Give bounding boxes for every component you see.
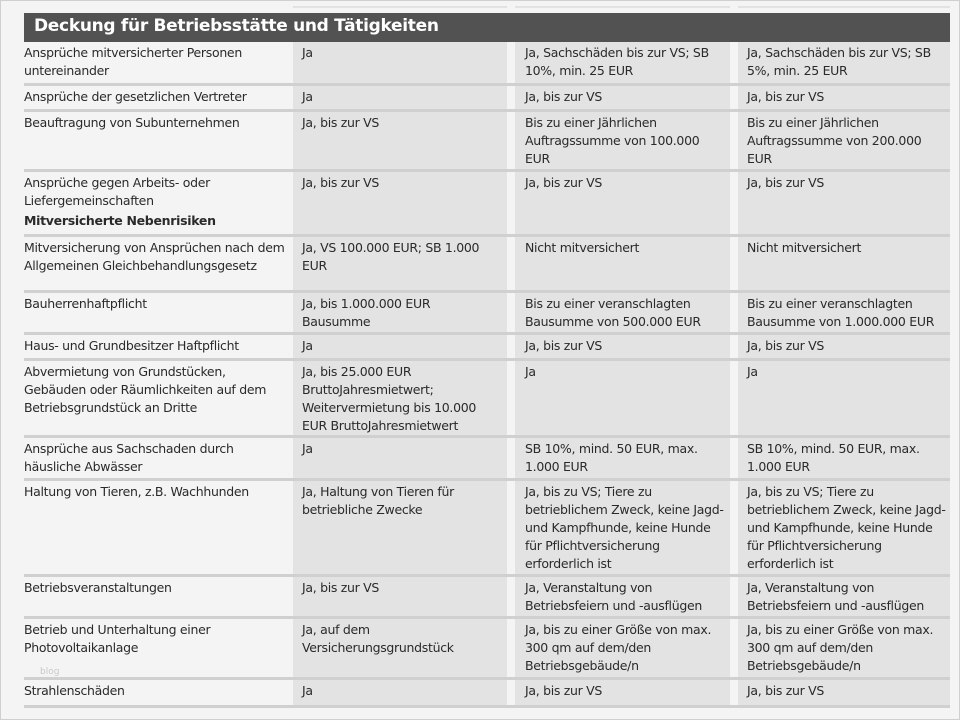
row-value: Ja, bis zur VS [525,175,603,190]
row-label: Betrieb und Unterhaltung einer Photovoltaikanlage [24,622,211,655]
row-label: Mitversicherung von Ansprüchen nach dem Allgemeinen Gleichbehandlungsgesetz [24,240,285,273]
table-row [24,293,950,335]
divider [293,6,507,8]
table-row [24,42,950,86]
row-value: Ja, bis zu VS; Tiere zu betrieblichem Zweck, keine Jagd- und Kampfhunde, keine Hunde für Pflichtversicherung erforderlich ist [747,484,946,571]
row-value: Ja, bis zur VS [525,683,603,698]
row-value: Ja, bis zur VS [302,580,380,595]
table-row [24,335,950,361]
table-row [24,481,950,577]
row-value: Bis zu einer veranschlagten Bausumme von 1.000.000 EUR [747,296,935,329]
section-title: Deckung für Betriebsstätte und Tätigkeiten [34,16,439,36]
row-value: Ja, bis zur VS [302,115,380,130]
row-value: Ja, Veranstaltung von Betriebsfeiern und -ausflügen [525,580,702,613]
row-value: Ja, bis zu einer Größe von max. 300 qm auf dem/den Betriebsgebäude/n [525,622,712,673]
table-row [24,619,950,680]
row-value: Ja, Veranstaltung von Betriebsfeiern und -ausflügen [747,580,924,613]
row-label: Ansprüche der gesetzlichen Vertreter [24,89,247,104]
row-label: Haltung von Tieren, z.B. Wachhunden [24,484,249,499]
row-value: Nicht mitversichert [747,240,862,255]
table-row [24,438,950,481]
row-value: Nicht mitversichert [525,240,640,255]
row-value: Ja [302,338,313,353]
table-row [24,577,950,619]
row-value: Ja, Sachschäden bis zur VS; SB 5%, min. 25 EUR [747,45,931,78]
table-row [24,361,950,438]
row-value: Ja, bis zur VS [747,683,825,698]
row-value: Ja, bis 25.000 EUR BruttoJahresmietwert; Weitervermietung bis 10.000 EUR BruttoJahresmietwert [302,364,477,433]
row-value: Bis zu einer Jährlichen Auftragssumme von 100.000 EUR [525,115,700,166]
row-value: Ja, bis zur VS [525,89,603,104]
row-value: Ja [302,441,313,456]
row-label: Haus- und Grundbesitzer Haftpflicht [24,338,239,353]
subheading: Mitversicherte Nebenrisiken [24,213,216,228]
row-value: Ja, bis zur VS [302,175,380,190]
section-header [24,13,950,42]
row-value: Ja [302,45,313,60]
divider [515,6,730,8]
row-value: Ja, bis zur VS [525,338,603,353]
row-label: Ansprüche mitversicherter Personen untereinander [24,45,242,78]
row-value: Ja, bis zur VS [747,89,825,104]
row-label: Strahlenschäden [24,683,125,698]
row-value: Ja, bis zur VS [747,338,825,353]
table-row [24,172,950,237]
row-value: SB 10%, mind. 50 EUR, max. 1.000 EUR [747,441,920,474]
row-label: Ansprüche gegen Arbeits- oder Liefergemeinschaften [24,175,210,208]
row-label: Abvermietung von Grundstücken, Gebäuden oder Räumlichkeiten auf dem Betriebsgrundstück an Dritte [24,364,267,415]
row-label: Betriebsveranstaltungen [24,580,172,595]
table-row [24,112,950,172]
row-value: Ja [302,683,313,698]
coverage-table [24,42,950,708]
table-row [24,680,950,708]
row-value: Ja [302,89,313,104]
row-label: Bauherrenhaftpflicht [24,296,147,311]
row-value: Ja, Haltung von Tieren für betriebliche Zwecke [302,484,454,517]
table-row [24,237,950,293]
row-value: Bis zu einer veranschlagten Bausumme von 500.000 EUR [525,296,701,329]
row-value: Ja, Sachschäden bis zur VS; SB 10%, min. 25 EUR [525,45,709,78]
row-value: Ja, VS 100.000 EUR; SB 1.000 EUR [302,240,480,273]
watermark: blog [40,667,60,677]
row-value: Ja [525,364,536,379]
row-value: Bis zu einer Jährlichen Auftragssumme von 200.000 EUR [747,115,922,166]
row-value: Ja, bis zur VS [747,175,825,190]
row-value: Ja, bis 1.000.000 EUR Bausumme [302,296,431,329]
row-label: Beauftragung von Subunternehmen [24,115,240,130]
row-value: SB 10%, mind. 50 EUR, max. 1.000 EUR [525,441,698,474]
row-value: Ja, auf dem Versicherungsgrundstück [302,622,454,655]
divider [738,6,950,8]
row-value: Ja [747,364,758,379]
row-value: Ja, bis zu VS; Tiere zu betrieblichem Zweck, keine Jagd- und Kampfhunde, keine Hunde für Pflichtversicherung erforderlich ist [525,484,724,571]
row-value: Ja, bis zu einer Größe von max. 300 qm auf dem/den Betriebsgebäude/n [747,622,934,673]
row-label: Ansprüche aus Sachschaden durch häusliche Abwässer [24,441,234,474]
table-row [24,86,950,112]
